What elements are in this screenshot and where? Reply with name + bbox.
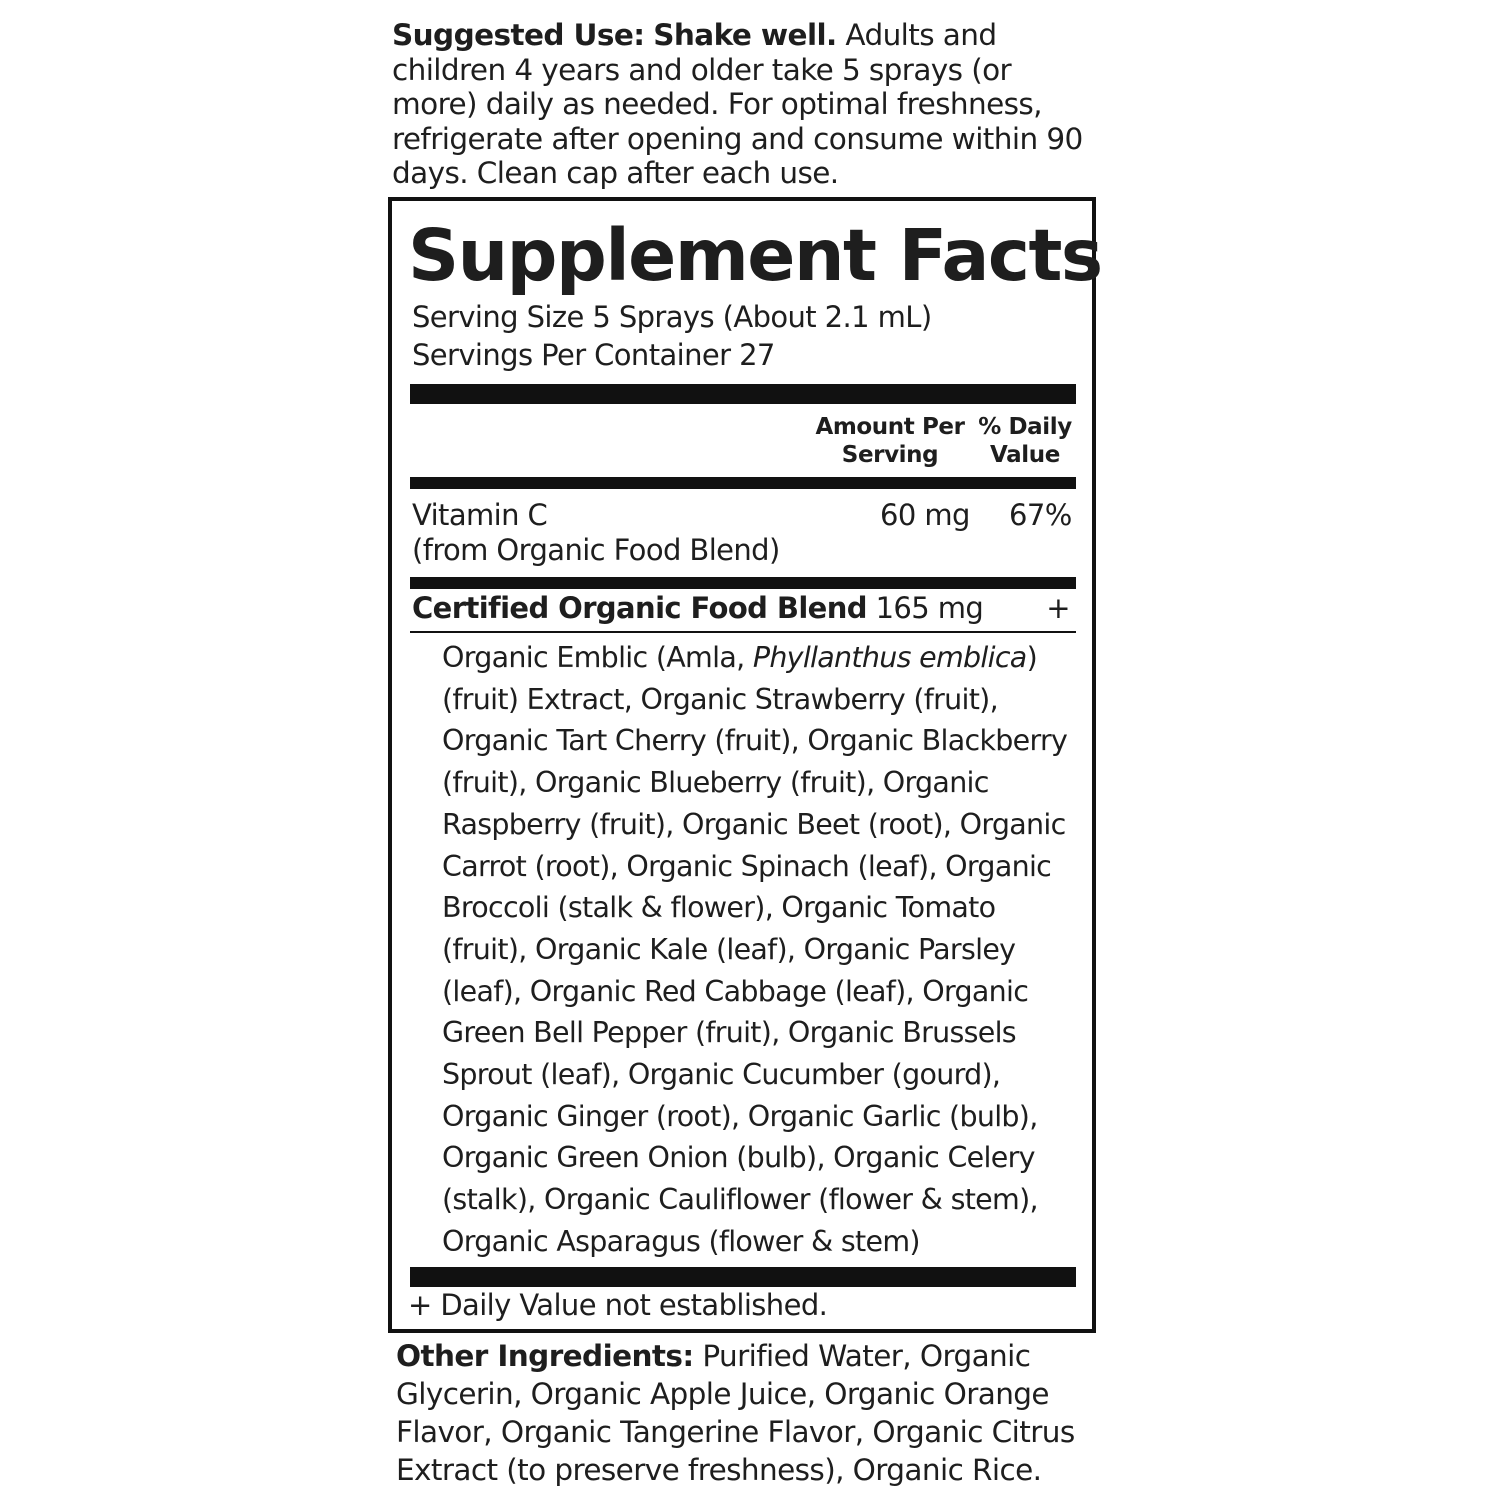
header-dv-line1: % Daily bbox=[978, 414, 1072, 440]
serving-size: Serving Size 5 Sprays (About 2.1 mL) bbox=[412, 300, 932, 334]
suggested-use-text: Adults and children 4 years and older take 5 sprays (or more) daily as needed. For optimal freshness, refrigerate after opening and consume within 90 days. Clean cap after each use. bbox=[392, 18, 1083, 190]
header-amount-per-serving bbox=[810, 413, 970, 469]
blend-amount: 165 mg bbox=[875, 591, 984, 625]
ingredients-part1: Organic Emblic (Amla, bbox=[442, 641, 753, 674]
nutrient-daily-value: 67% bbox=[1009, 498, 1072, 532]
suggested-use-lead: Shake well. bbox=[653, 18, 837, 52]
nutrient-amount: 60 mg bbox=[880, 498, 970, 532]
supplement-facts-panel bbox=[388, 197, 1102, 1333]
suggested-use bbox=[392, 18, 1092, 191]
thin-divider bbox=[410, 631, 1076, 633]
medium-divider bbox=[410, 477, 1076, 489]
footnote: + Daily Value not established. bbox=[408, 1288, 828, 1322]
nutrient-label: Vitamin C bbox=[412, 498, 548, 532]
suggested-use-label: Suggested Use: bbox=[392, 18, 645, 52]
blend-name: Certified Organic Food Blend bbox=[412, 591, 867, 625]
nutrient-name bbox=[412, 498, 780, 568]
nutrient-sub: (from Organic Food Blend) bbox=[412, 533, 780, 567]
blend-row bbox=[412, 590, 1074, 626]
ingredients-botanical-name: Phyllanthus emblica bbox=[752, 641, 1027, 674]
thick-divider bbox=[410, 384, 1076, 404]
blend-dv-symbol: + bbox=[1046, 591, 1070, 625]
header-amount-line1: Amount Per bbox=[815, 414, 965, 440]
other-ingredients-label: Other Ingredients: bbox=[396, 1339, 694, 1373]
thick-divider bbox=[410, 1267, 1076, 1287]
ingredients-part2: ) (fruit) Extract, Organic Strawberry (fruit), Organic Tart Cherry (fruit), Organic Blackberry (fruit), Organic Blueberry (fruit), Organic Raspberry (fruit), Organic Beet (root), Organic Carrot (root), Organic Spinach (leaf), Organic Broccoli (stalk & flower), Organic Tomato (fruit), Organic Kale (leaf), Organic Parsley (leaf), Organic Red Cabbage (leaf), Organic Green Bell Pepper (fruit), Organic Brussels Sprout (leaf), Organic Cucumber (gourd), Organic Ginger (root), Organic Garlic (bulb), Organic Green Onion (bulb), Organic Celery (stalk), Organic Cauliflower (flower & stem), Organic Asparagus (flower & stem) bbox=[442, 641, 1068, 1258]
blend-ingredients bbox=[442, 637, 1082, 1263]
serving-info bbox=[412, 298, 932, 374]
medium-divider bbox=[410, 577, 1076, 589]
header-dv-line2: Value bbox=[990, 442, 1060, 468]
facts-title: Supplement Facts bbox=[408, 214, 1102, 297]
header-daily-value bbox=[974, 413, 1076, 469]
other-ingredients-text: Purified Water, Organic Glycerin, Organic Apple Juice, Organic Orange Flavor, Organic Tangerine Flavor, Organic Citrus Extract (to preserve freshness), Organic Rice. bbox=[396, 1339, 1075, 1487]
other-ingredients bbox=[396, 1337, 1096, 1489]
header-amount-line2: Serving bbox=[841, 442, 939, 468]
servings-per-container: Servings Per Container 27 bbox=[412, 338, 775, 372]
